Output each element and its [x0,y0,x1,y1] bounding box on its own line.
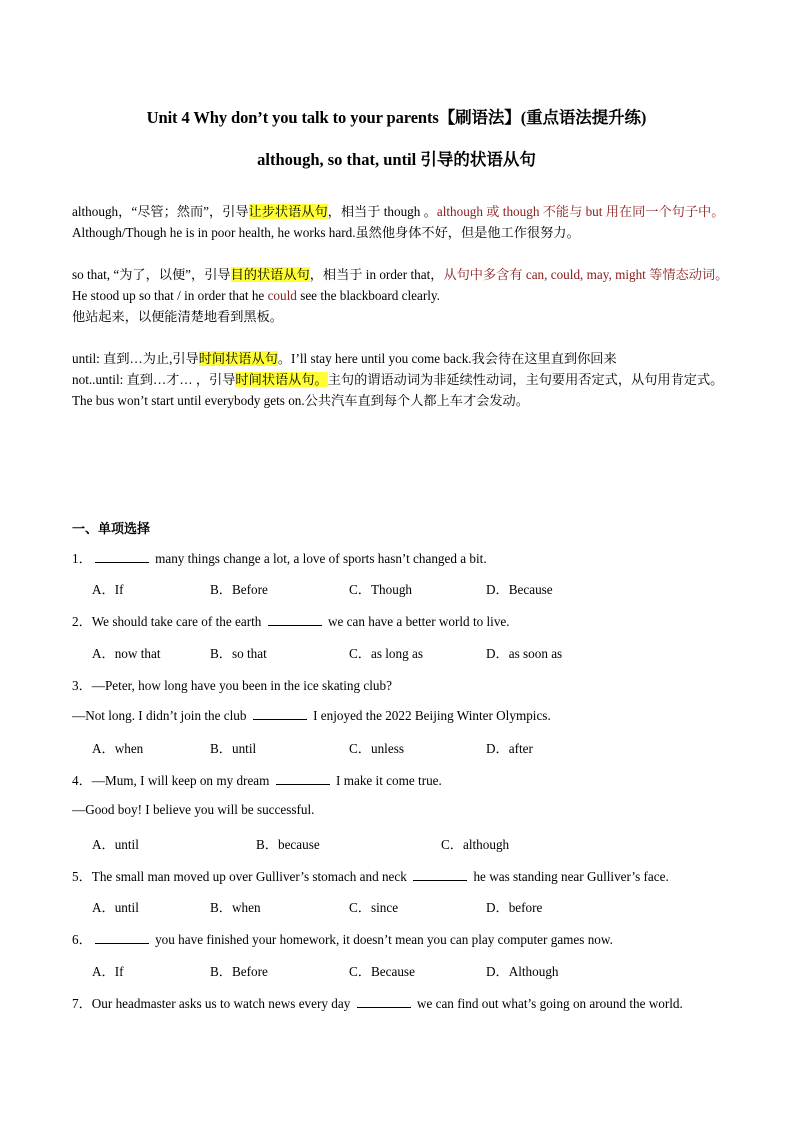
note-although [72,201,732,222]
option-b[interactable]: B．Before [210,964,268,979]
note-text: 。I’ll stay here until you come back.我会待在这里直到你回来 [277,351,617,366]
document-title: Unit 4 Why don’t you talk to your parents【刷语法】(重点语法提升练) [146,108,647,127]
highlight-text: 让步状语从句 [248,204,328,219]
answer-blank[interactable] [268,613,322,626]
answer-blank[interactable] [357,995,411,1008]
option-c[interactable]: C．unless [349,741,404,756]
option-d[interactable]: D．after [486,741,533,756]
option-c[interactable]: C．since [349,900,399,915]
option-b[interactable]: B．when [210,900,261,915]
option-b[interactable]: B．Before [210,582,268,597]
highlight-text: 时间状语从句 [198,351,278,366]
note-text: although，“尽管；然而”，引导 [72,204,249,219]
answer-blank[interactable] [253,707,307,720]
note-text: not..until: 直到…才… ，引导 [72,372,236,387]
note-text: 主句的谓语动词为非延续性动词，主句要用否定式，从句用肯定式。 [327,372,724,387]
note-text: until: 直到…为止,引导 [72,351,199,366]
option-d[interactable]: D．as soon as [486,646,563,661]
question-text: many things change a lot, a love of sports hasn’t changed a bit. [151,551,487,566]
question-text: we can have a better world to live. [324,614,510,629]
option-c[interactable]: C．Though [349,582,413,597]
note-text: so that, “为了，以便”，引导 [72,267,231,282]
question-text: I make it come true. [332,773,442,788]
answer-blank[interactable] [276,772,330,785]
example-translation: 他站起来，以便能清楚地看到黑板。 [72,309,283,324]
note-not-until [72,369,732,390]
example-sentence: The bus won’t start until everybody gets on.公共汽车直到每个人都上车才会发动。 [72,393,529,408]
question-text: —Not long. I didn’t join the club [72,708,250,723]
question-text: —Peter, how long have you been in the ice skating club? [91,678,392,693]
highlight-text: 目的状语从句 [230,267,310,282]
option-a[interactable]: A．now that [92,646,161,661]
option-a[interactable]: A．If [92,964,124,979]
note-until [72,348,732,369]
grammar-notes [72,201,732,411]
option-b[interactable]: B．until [210,741,257,756]
question-number: 7． [72,996,92,1011]
question-number: 5． [72,869,92,884]
question-text: We should take care of the earth [91,614,265,629]
question-number: 3． [72,678,92,693]
option-a[interactable]: A．If [92,582,124,597]
answer-blank[interactable] [95,931,149,944]
question-7 [72,993,683,1012]
option-d[interactable]: D．before [486,900,543,915]
red-note: 从句中多含有 can, could, may, might 等情态动词。 [443,267,729,282]
question-number: 4． [72,773,92,788]
question-text: The small man moved up over Gulliver’s stomach and neck [91,869,411,884]
note-text: ，相当于 in order that， [309,267,444,282]
question-number: 1． [72,551,92,566]
question-text: he was standing near Gulliver’s face. [470,869,669,884]
question-number: 6． [72,932,92,947]
question-4-line-2: —Good boy! I believe you will be successful. [72,802,315,817]
answer-blank[interactable] [413,868,467,881]
option-d[interactable]: D．Because [486,582,553,597]
option-d[interactable]: D．Although [486,964,559,979]
question-1 [72,548,487,567]
option-c[interactable]: C．although [441,837,510,852]
note-text: He stood up so that / in order that he [72,288,268,303]
question-3 [72,675,392,694]
note-text: see the blackboard clearly. [296,288,440,303]
question-text: —Mum, I will keep on my dream [91,773,273,788]
note-sothat [72,264,732,285]
example-sentence: Although/Though he is in poor health, he works hard.虽然他身体不好，但是他工作很努力。 [72,225,580,240]
question-5 [72,866,669,885]
option-b[interactable]: B．because [256,837,320,852]
question-2 [72,611,510,630]
red-note: could [267,288,297,303]
highlight-text: 时间状语从句。 [235,372,328,387]
document-subtitle: although, so that, until 引导的状语从句 [257,150,536,169]
question-text: you have finished your homework, it doesn’t mean you can play computer games now. [151,932,613,947]
option-b[interactable]: B．so that [210,646,267,661]
section-title: 一、单项选择 [72,522,151,537]
question-4 [72,770,442,789]
note-text: ，相当于 though 。 [327,204,437,219]
option-a[interactable]: A．until [92,900,139,915]
option-c[interactable]: C．as long as [349,646,423,661]
answer-blank[interactable] [95,550,149,563]
question-number: 2． [72,614,92,629]
question-text: we can find out what’s going on around the world. [413,996,683,1011]
option-c[interactable]: C．Because [349,964,415,979]
option-a[interactable]: A．until [92,837,139,852]
question-3-line-2 [72,707,551,724]
example-sentence [72,285,732,306]
option-a[interactable]: A．when [92,741,144,756]
red-note: although 或 though 不能与 but 用在同一个句子中。 [436,204,725,219]
question-text: I enjoyed the 2022 Beijing Winter Olympics. [309,708,551,723]
question-text: Our headmaster asks us to watch news every day [91,996,354,1011]
question-6 [72,929,613,948]
